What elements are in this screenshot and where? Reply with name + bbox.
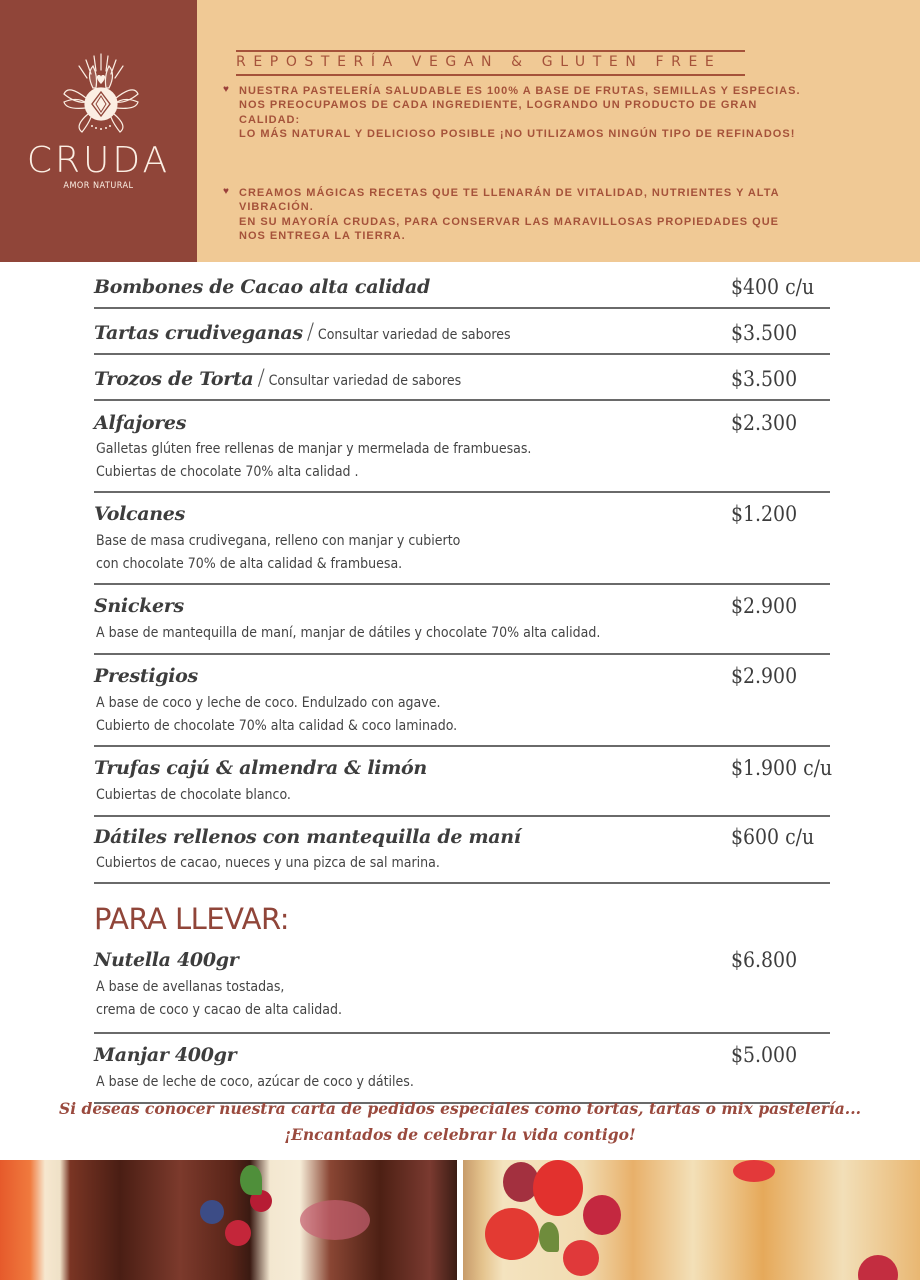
- item-name: Trufas cajú & almendra & limón: [94, 757, 427, 779]
- item-description: [96, 784, 291, 807]
- footer-line: ¡Encantados de celebrar la vida contigo!: [284, 1125, 636, 1144]
- desc-line: A base de leche de coco, azúcar de coco y dátiles.: [96, 1074, 414, 1090]
- desc-line: Base de masa crudivegana, relleno con manjar y cubierto: [96, 533, 461, 549]
- intro-bullet: [223, 84, 803, 141]
- desc-line: Cubierto de chocolate 70% alta calidad & coco laminado.: [96, 718, 458, 734]
- desc-line: Cubiertos de cacao, nueces y una pizca de sal marina.: [96, 855, 440, 871]
- item-price: $3.500: [731, 321, 798, 345]
- blueberry-decoration: [200, 1200, 224, 1224]
- intro-line: NOS PREOCUPAMOS DE CADA INGREDIENTE, LOGRANDO UN PRODUCTO DE GRAN CALIDAD:: [239, 99, 758, 126]
- item-name: Prestigios: [94, 665, 198, 687]
- item-name: Trozos de Torta: [94, 368, 254, 390]
- menu-item: [94, 262, 830, 309]
- strawberry-decoration: [485, 1208, 539, 1260]
- menu-item: [94, 493, 830, 585]
- item-description: [96, 852, 440, 875]
- desc-line: Cubiertas de chocolate blanco.: [96, 787, 291, 803]
- footer-note: [0, 1096, 920, 1148]
- item-price: $1.900 c/u: [731, 756, 833, 780]
- item-name-line: [94, 320, 511, 345]
- intro-title: REPOSTERÍA VEGAN & GLUTEN FREE: [236, 54, 722, 70]
- menu-item: [94, 309, 830, 355]
- item-description: [96, 692, 457, 738]
- item-name: Dátiles rellenos con mantequilla de maní: [94, 826, 521, 848]
- menu-item: [94, 817, 830, 884]
- mint-leaf-decoration: [539, 1222, 559, 1252]
- desc-line: A base de coco y leche de coco. Endulzado con agave.: [96, 695, 441, 711]
- menu-item: [94, 401, 830, 493]
- fruit-tart-photo: [463, 1160, 920, 1280]
- chocolate-tartlets-photo: [0, 1160, 457, 1280]
- item-name: Volcanes: [94, 503, 185, 525]
- desc-line: con chocolate 70% de alta calidad & frambuesa.: [96, 556, 403, 572]
- item-price: $2.900: [731, 594, 798, 618]
- lotus-logo-icon: [56, 52, 146, 142]
- item-price: $400 c/u: [731, 275, 815, 299]
- menu-item: [94, 747, 833, 817]
- menu-list: [94, 262, 833, 1104]
- item-price: $6.800: [731, 948, 798, 972]
- item-price: $2.900: [731, 664, 798, 688]
- item-name: Alfajores: [94, 412, 187, 434]
- header: [0, 0, 920, 262]
- heart-icon: ♥: [223, 84, 229, 95]
- intro-title-box: [236, 50, 745, 76]
- item-note: Consultar variedad de sabores: [317, 327, 511, 343]
- desc-line: A base de avellanas tostadas,: [96, 979, 285, 995]
- strawberry-decoration: [533, 1160, 583, 1216]
- brand-name: CRUDA: [26, 140, 171, 181]
- raspberry-decoration: [583, 1195, 621, 1235]
- item-name: Nutella 400gr: [94, 949, 239, 971]
- mint-leaf-decoration: [240, 1165, 262, 1195]
- menu-item: [94, 1034, 830, 1104]
- desc-line: Galletas glúten free rellenas de manjar y mermelada de frambuesas.: [96, 441, 532, 457]
- menu-item: [94, 926, 830, 1034]
- item-name: Tartas crudiveganas: [94, 322, 303, 344]
- item-description: [96, 976, 342, 1022]
- menu-item: [94, 655, 830, 747]
- intro-line: CREAMOS MÁGICAS RECETAS QUE TE LLENARÁN DE VITALIDAD, NUTRIENTES Y ALTA VIBRACIÓN.: [239, 187, 780, 214]
- item-price: $2.300: [731, 411, 798, 435]
- intro-line: NUESTRA PASTELERÍA SALUDABLE ES 100% A BASE DE FRUTAS, SEMILLAS Y ESPECIAS.: [239, 85, 801, 97]
- menu-item: [94, 355, 830, 401]
- item-price: $1.200: [731, 502, 798, 526]
- item-price: $5.000: [731, 1043, 798, 1067]
- section-title-para-llevar: PARA LLEVAR:: [94, 902, 289, 936]
- intro-bullet: [223, 186, 803, 243]
- footer-line: Si deseas conocer nuestra carta de pedidos especiales como tortas, tartas o mix pastelería...: [59, 1099, 861, 1118]
- strawberry-decoration: [563, 1240, 599, 1276]
- item-price: $3.500: [731, 367, 798, 391]
- heart-icon: ♥: [223, 186, 229, 197]
- desc-line: crema de coco y cacao de alta calidad.: [96, 1002, 342, 1018]
- logo-panel: [0, 0, 197, 262]
- separator: /: [257, 366, 265, 391]
- item-price: $600 c/u: [731, 825, 815, 849]
- item-name: Manjar 400gr: [94, 1044, 237, 1066]
- item-name: Bombones de Cacao alta calidad: [94, 276, 431, 298]
- menu-item: [94, 585, 830, 655]
- desc-line: A base de mantequilla de maní, manjar de dátiles y chocolate 70% alta calidad.: [96, 625, 601, 641]
- item-description: [96, 530, 460, 576]
- item-note: Consultar variedad de sabores: [268, 373, 462, 389]
- item-description: [96, 1071, 414, 1094]
- raspberry-decoration: [858, 1255, 898, 1280]
- strawberry-decoration: [733, 1160, 775, 1182]
- brand-tagline: AMOR NATURAL: [63, 181, 134, 191]
- separator: /: [306, 320, 314, 345]
- item-description: [96, 622, 600, 645]
- item-name: Snickers: [94, 595, 184, 617]
- desc-line: Cubiertas de chocolate 70% alta calidad .: [96, 464, 359, 480]
- raspberry-decoration: [225, 1220, 251, 1246]
- intro-line: EN SU MAYORÍA CRUDAS, PARA CONSERVAR LAS MARAVILLOSAS PROPIEDADES QUE NOS ENTREGA LA TIERRA.: [239, 215, 780, 242]
- intro-line: LO MÁS NATURAL Y DELICIOSO POSIBLE ¡NO UTILIZAMOS NINGÚN TIPO DE REFINADOS!: [239, 127, 796, 140]
- pink-filling-decoration: [300, 1200, 370, 1240]
- item-name-line: [94, 366, 461, 391]
- item-description: [96, 438, 531, 484]
